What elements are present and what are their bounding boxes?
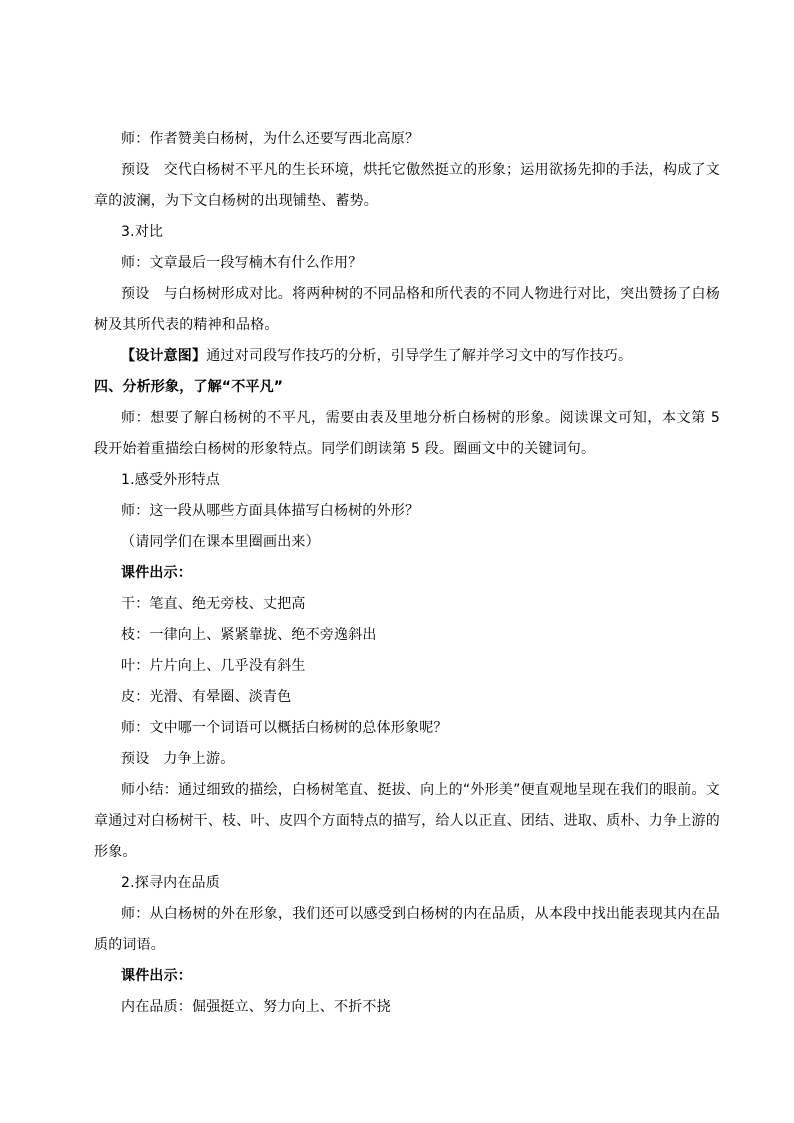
list-item-trunk — [94, 589, 720, 620]
courseware-label-2 — [94, 961, 720, 992]
preset-label: 预设 — [121, 751, 150, 767]
heading-text: 四、分析形象，了解“不平凡” — [94, 379, 284, 395]
list-item-leaf — [94, 651, 720, 682]
subheading-text: 3.对比 — [121, 224, 164, 240]
courseware-label-1 — [94, 558, 720, 589]
list-item-bark — [94, 682, 720, 713]
list-item-branch — [94, 620, 720, 651]
paragraph-text: 通过对司段写作技巧的分析，引导学生了解并学习文中的写作技巧。 — [206, 348, 633, 364]
paragraph-teacher-inner — [94, 899, 720, 961]
paragraph-text: 师：作者赞美白杨树，为什么还要写西北高原？ — [121, 131, 420, 147]
paragraph-text: 师：想要了解白杨树的不平凡，需要由表及里地分析白杨树的形象。阅读课文可知，本文第 5 段开始着重描绘白杨树的形象特点。同学们朗读第 5 段。圈画文中的关键词句。 — [94, 410, 720, 457]
paragraph-teacher-intro — [94, 403, 720, 465]
subheading-text: 2.探寻内在品质 — [121, 875, 220, 891]
preset-label: 预设 — [121, 286, 150, 302]
paragraph-preset-nanmu — [94, 279, 720, 341]
paragraph-teacher-summary — [94, 775, 720, 868]
paragraph-text: 师：这一段从哪些方面具体描写白杨树的外形？ — [121, 503, 420, 519]
paragraph-question-appearance — [94, 496, 720, 527]
paragraph-preset-plateau — [94, 155, 720, 217]
paragraph-text: 交代白杨树不平凡的生长环境，烘托它傲然挺立的形象；运用欲扬先抑的手法，构成了文章的波澜，为下文白杨树的出现铺垫、蓄势。 — [94, 162, 720, 209]
list-item-text: 皮：光滑、有晕圈、淡青色 — [121, 689, 292, 705]
subheading-inner-quality — [94, 868, 720, 899]
paragraph-text: 师小结：通过细致的描绘，白杨树笔直、挺拔、向上的“外形美”便直观地呈现在我们的眼前。文章通过对白杨树干、枝、叶、皮四个方面特点的描写，给人以正直、团结、进取、质朴、力争上游的形象。 — [94, 782, 720, 860]
list-item-text: 枝：一律向上、紧紧靠拢、绝不旁逸斜出 — [121, 627, 377, 643]
courseware-text: 课件出示： — [121, 968, 192, 984]
courseware-text: 课件出示： — [121, 565, 192, 581]
preset-label: 预设 — [121, 162, 150, 178]
paragraph-question-plateau — [94, 124, 720, 155]
paragraph-instruction — [94, 527, 720, 558]
paragraph-question-summary-word — [94, 713, 720, 744]
paragraph-text: （请同学们在课本里圈画出来） — [121, 534, 320, 550]
subheading-contrast — [94, 217, 720, 248]
paragraph-text: 师：文中哪一个词语可以概括白杨树的总体形象呢？ — [121, 720, 448, 736]
subheading-text: 1.感受外形特点 — [121, 472, 220, 488]
section-heading-analyze-image — [94, 372, 720, 403]
list-item-text: 叶：片片向上、几乎没有斜生 — [121, 658, 306, 674]
subheading-appearance — [94, 465, 720, 496]
paragraph-text: 师：文章最后一段写楠木有什么作用？ — [121, 255, 363, 271]
paragraph-text: 与白杨树形成对比。将两种树的不同品格和所代表的不同人物进行对比，突出赞扬了白杨树及其所代表的精神和品格。 — [94, 286, 720, 333]
paragraph-question-nanmu — [94, 248, 720, 279]
paragraph-text: 师：从白杨树的外在形象，我们还可以感受到白杨树的内在品质，从本段中找出能表现其内在品质的词语。 — [94, 906, 720, 953]
list-item-inner-quality — [94, 992, 720, 1023]
list-item-text: 干：笔直、绝无旁枝、丈把高 — [121, 596, 306, 612]
paragraph-text: 力争上游。 — [163, 751, 235, 767]
list-item-text: 内在品质：倔强挺立、努力向上、不折不挠 — [121, 999, 391, 1015]
document-page — [94, 124, 720, 1023]
design-intent-label: 【设计意图】 — [121, 348, 207, 364]
paragraph-design-intent — [94, 341, 720, 372]
paragraph-preset-upward — [94, 744, 720, 775]
